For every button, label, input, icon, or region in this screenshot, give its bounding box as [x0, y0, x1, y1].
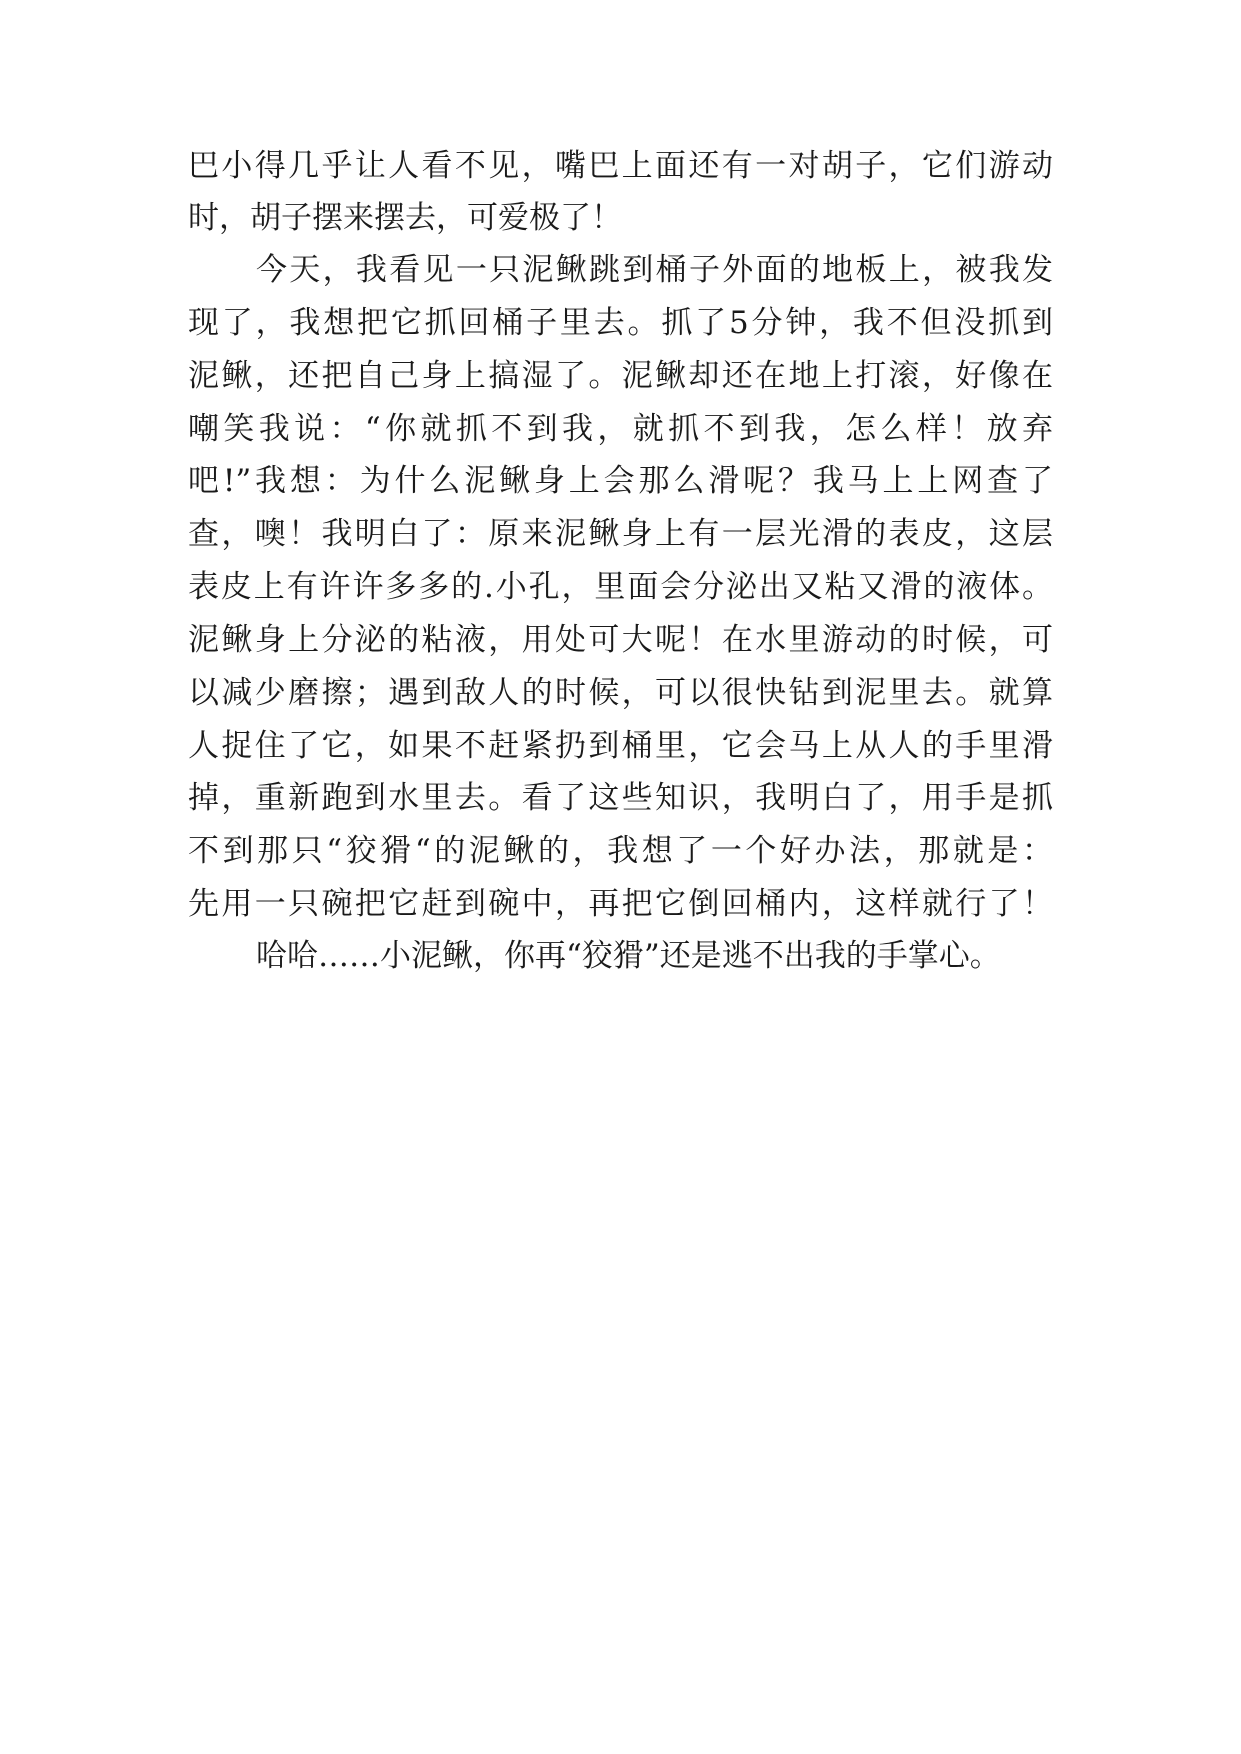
text-line: 吧!”我想：为什么泥鳅身上会那么滑呢？我马上上网查了 — [188, 463, 1053, 499]
text-line: 掉，重新跑到水里去。看了这些知识，我明白了，用手是抓 — [188, 780, 1053, 816]
text-line: 查，噢！我明白了：原来泥鳅身上有一层光滑的表皮，这层 — [188, 516, 1053, 552]
text-line: 以减少磨擦；遇到敌人的时候，可以很快钻到泥里去。就算 — [188, 675, 1053, 711]
text-line: 人捉住了它，如果不赶紧扔到桶里，它会马上从人的手里滑 — [188, 728, 1053, 764]
paragraph-first-line: 哈哈……小泥鳅，你再“狡猾”还是逃不出我的手掌心。 — [256, 938, 1001, 974]
text-line: 不到那只“狡猾“的泥鳅的，我想了一个好办法，那就是： — [188, 833, 1053, 869]
text-line: 巴小得几乎让人看不见，嘴巴上面还有一对胡子，它们游动 — [188, 148, 1053, 184]
text-line: 泥鳅，还把自己身上搞湿了。泥鳅却还在地上打滚，好像在 — [188, 358, 1053, 394]
text-line: 时，胡子摆来摆去，可爱极了！ — [188, 200, 622, 236]
paragraph-first-line: 今天，我看见一只泥鳅跳到桶子外面的地板上，被我发 — [256, 252, 1053, 288]
text-line: 表皮上有许许多多的.小孔，里面会分泌出又粘又滑的液体。 — [188, 569, 1053, 605]
text-line: 嘲笑我说：“你就抓不到我，就抓不到我，怎么样！放弃 — [188, 411, 1053, 447]
text-line: 泥鳅身上分泌的粘液，用处可大呢！在水里游动的时候，可 — [188, 622, 1053, 658]
text-line: 先用一只碗把它赶到碗中，再把它倒回桶内，这样就行了！ — [188, 886, 1053, 922]
text-line: 现了，我想把它抓回桶子里去。抓了5分钟，我不但没抓到 — [188, 305, 1053, 341]
